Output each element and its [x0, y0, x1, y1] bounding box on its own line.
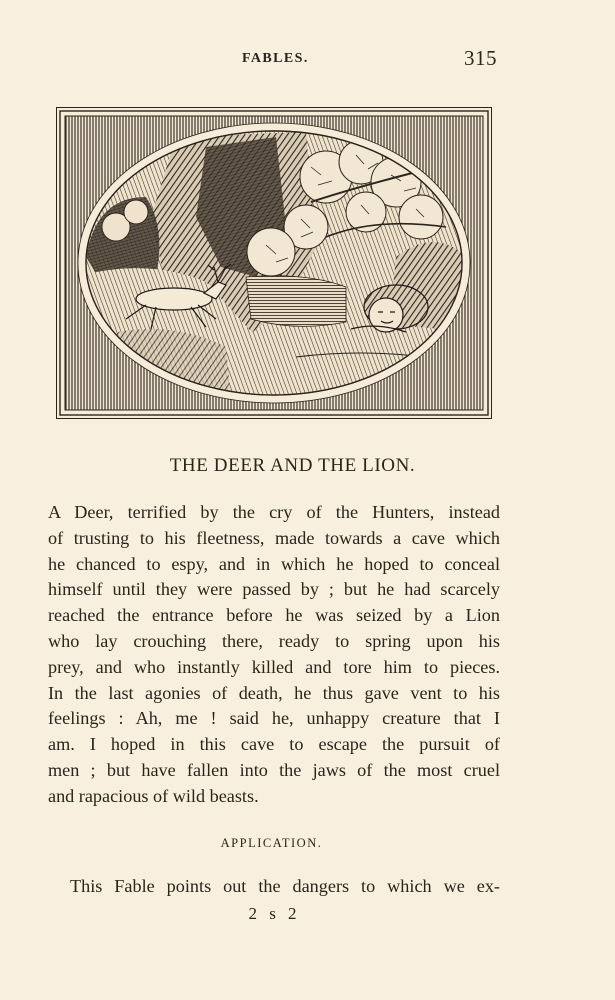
page-number: 315 — [464, 46, 497, 70]
text-line: A Deer, terrified by the cry of the Hunters, instead — [48, 502, 500, 522]
text-line: prey, and who instantly killed and tore him to pieces. — [48, 656, 500, 677]
text-line: men ; but have fallen into the jaws of the most cruel — [48, 759, 500, 780]
running-title: FABLES. — [242, 51, 309, 66]
text-line: who lay crouching there, ready to spring upon his — [48, 630, 500, 651]
text-line: and rapacious of wild beasts. — [48, 785, 259, 806]
text-line: In the last agonies of death, he thus gave vent to his — [48, 682, 500, 703]
text-line: reached the entrance before he was seized by a Lion — [48, 605, 500, 626]
woodcut-illustration — [56, 107, 492, 419]
signature-mark: 2 s 2 — [248, 904, 301, 923]
fable-title: THE DEER AND THE LION. — [169, 455, 416, 476]
text-line: himself until they were passed by ; but he had scarcely — [48, 579, 500, 600]
deer-and-lion-engraving-icon — [56, 107, 492, 419]
fable-text — [48, 500, 500, 810]
text-line: he chanced to espy, and in which he hoped to conceal — [48, 553, 500, 574]
running-head — [0, 46, 615, 74]
text-line: of trusting to his fleetness, made towards a cave which — [48, 527, 500, 548]
text-line: am. I hoped in this cave to escape the pursuit of — [48, 734, 500, 755]
text-line: feelings : Ah, me ! said he, unhappy creature that I — [48, 708, 500, 729]
application-text: This Fable points out the dangers to which we ex- — [70, 876, 500, 896]
application-heading: APPLICATION. — [220, 836, 323, 850]
